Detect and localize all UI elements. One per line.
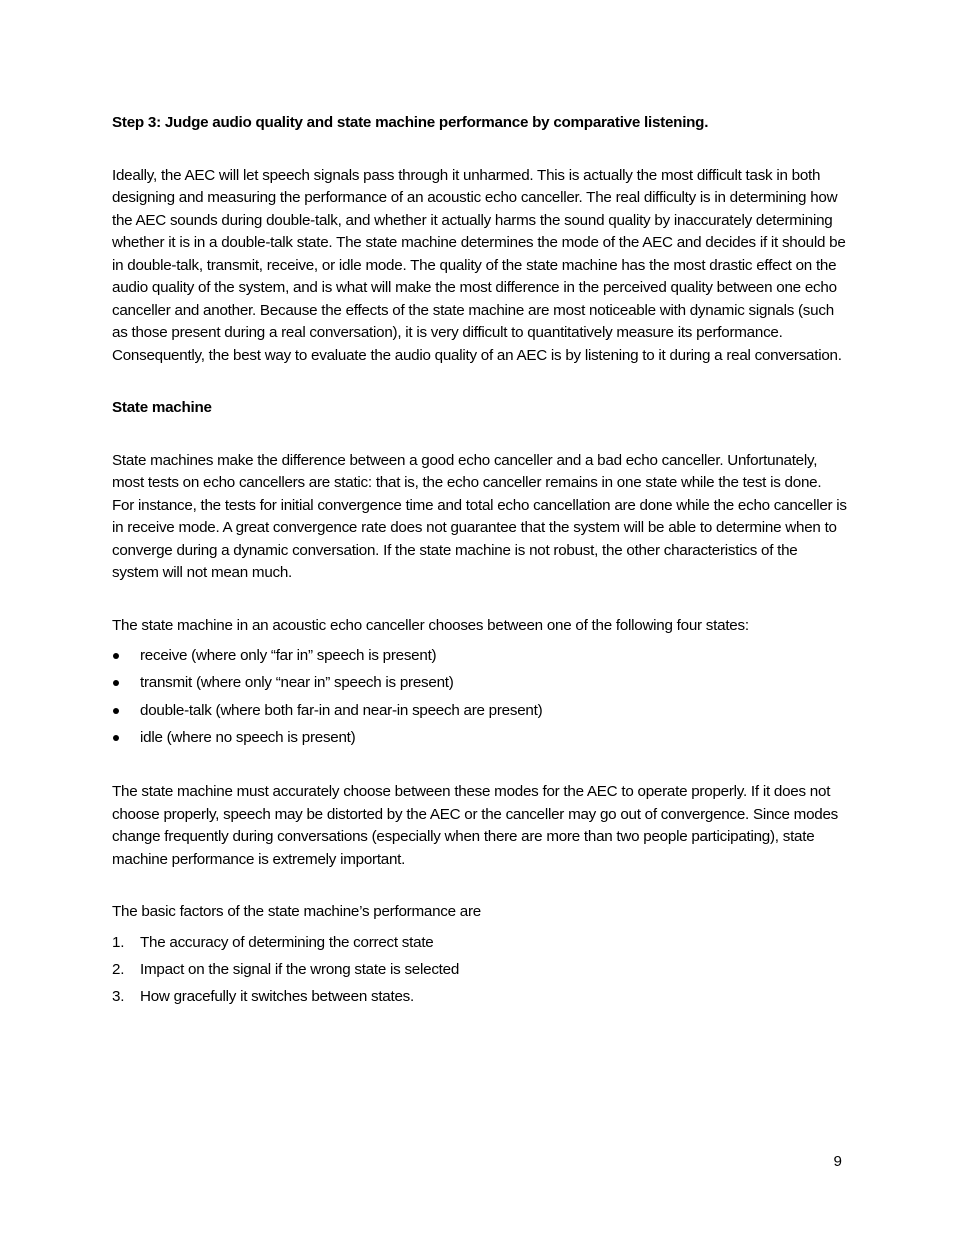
list-item <box>112 724 847 751</box>
list-item <box>112 956 847 983</box>
section-heading: State machine <box>112 399 212 416</box>
list-item <box>112 697 847 724</box>
list-item <box>112 642 847 669</box>
bullet-icon <box>113 735 119 741</box>
page-content <box>112 112 847 1041</box>
states-intro: The state machine in an acoustic echo canceller chooses between one of the following four states: <box>112 616 749 634</box>
page-number: 9 <box>833 1153 842 1170</box>
list-item-text: Impact on the signal if the wrong state is selected <box>140 960 460 978</box>
factors-list <box>112 929 847 1011</box>
list-number: 2. <box>112 960 125 978</box>
list-item-text: double-talk (where both far-in and near-in speech are present) <box>140 701 543 719</box>
list-item-text: How gracefully it switches between states. <box>140 988 414 1006</box>
bullet-icon <box>113 708 119 714</box>
list-number: 1. <box>112 933 125 951</box>
step-heading: Step 3: Judge audio quality and state machine performance by comparative listening. <box>112 114 709 131</box>
list-item <box>112 983 847 1010</box>
list-item-text: transmit (where only “near in” speech is present) <box>140 674 454 692</box>
intro-paragraph: Ideally, the AEC will let speech signals pass through it unharmed. This is actually the most difficult task in both designing and measuring the performance of an acoustic echo canceller. The real difficulty is in determining how the AEC sounds during double-talk, and whether it actually harms the sound quality by inaccurately determining whether it is in a double-talk state. The state machine determines the mode of the AEC and decides if it should be in double-talk, transmit, receive, or idle mode. The quality of the state machine has the most drastic effect on the audio quality of the system, and is what will make the most difference in the perceived quality between one echo canceller and another. Because the effects of the state machine are most noticeable with dynamic signals (such as those present during a real conversation), it is very difficult to quantitatively measure its performance. Consequently, the best way to evaluate the audio quality of an AEC is by listening to it during a real conversation. <box>112 166 846 364</box>
states-list <box>112 642 847 751</box>
factors-intro: The basic factors of the state machine’s performance are <box>112 903 481 921</box>
state-paragraph-1: State machines make the difference between a good echo canceller and a bad echo canceller. Unfortunately, most tests on echo cancellers are static: that is, the echo canceller remains in one state while the test is done. For instance, the tests for initial convergence time and total echo cancellation are done while the echo canceller is in receive mode. A great convergence rate does not guarantee that the system will be able to determine when to converge during a dynamic conversation. If the state machine is not robust, the other characteristics of the system will not mean much. <box>112 451 847 581</box>
bullet-icon <box>113 680 119 686</box>
bullet-icon <box>113 653 119 659</box>
list-item <box>112 929 847 956</box>
list-number: 3. <box>112 988 125 1006</box>
list-item <box>112 669 847 696</box>
state-paragraph-2: The state machine must accurately choose between these modes for the AEC to operate properly. If it does not choose properly, speech may be distorted by the AEC or the canceller may go out of convergence. Since modes change frequently during conversations (especially when there are more than two people participating), state machine performance is extremely important. <box>112 783 839 868</box>
list-item-text: receive (where only “far in” speech is present) <box>140 647 437 664</box>
list-item-text: The accuracy of determining the correct state <box>140 933 434 951</box>
list-item-text: idle (where no speech is present) <box>140 728 356 746</box>
